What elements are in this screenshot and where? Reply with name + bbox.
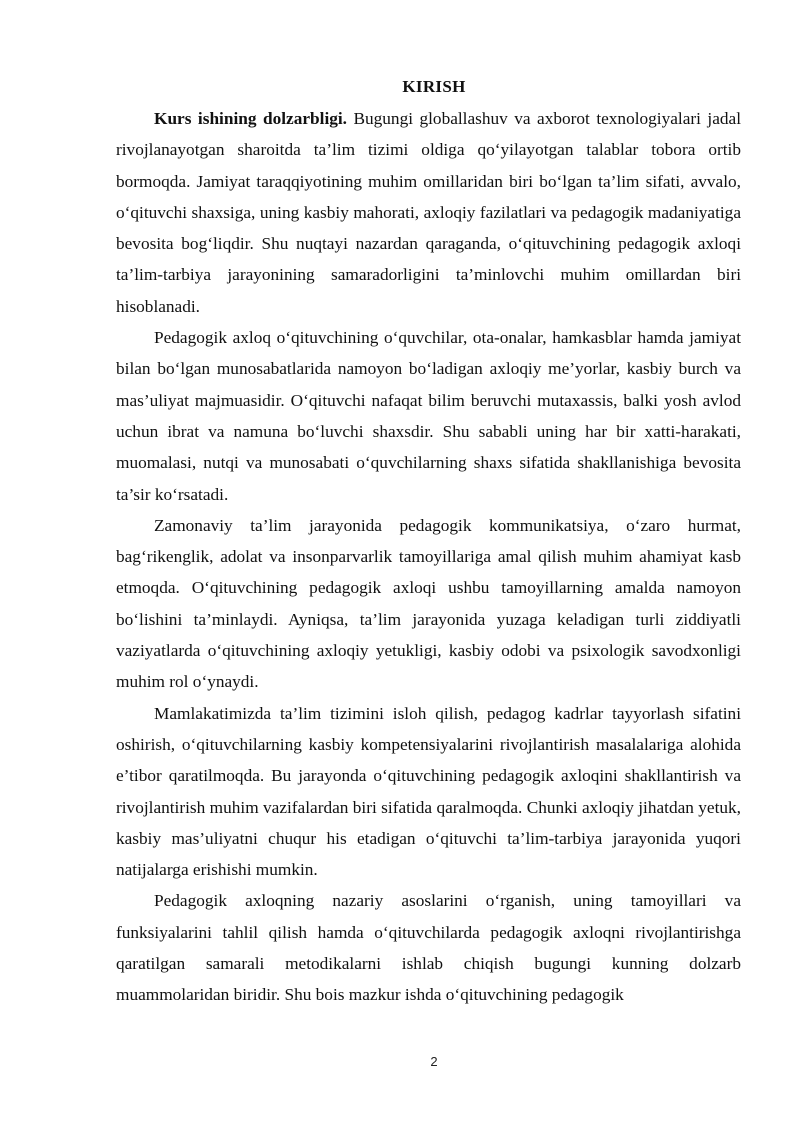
paragraph-1-text: Bugungi globallashuv va axborot texnologiyalari jadal rivojlanayotgan sharoitda ta’lim tizimi oldiga qo‘yilayotgan talablar tobora ortib bormoqda. Jamiyat taraqqiyotining muhim omillaridan biri bo‘lgan ta’lim sifati, avvalo, o‘qituvchi shaxsiga, uning kasbiy mahorati, axloqiy fazilatlari va pedagogik madaniyatiga bevosita bog‘liqdir. Shu nuqtayi nazardan qaraganda, o‘qituvchining pedagogik axloqi ta’lim-tarbiya jarayonining samaradorligini ta’minlovchi muhim omillardan biri hisoblanadi. xyxy=(116,109,741,316)
document-body xyxy=(116,103,741,1011)
paragraph-3: Zamonaviy ta’lim jarayonida pedagogik kommunikatsiya, o‘zaro hurmat, bag‘rikenglik, adolat va insonparvarlik tamoyillariga amal qilish muhim ahamiyat kasb etmoqda. O‘qituvchining pedagogik axloqi ushbu tamoyillarning amalda namoyon bo‘lishini ta’minlaydi. Ayniqsa, ta’lim jarayonida yuzaga keladigan turli ziddiyatli vaziyatlarda o‘qituvchining axloqiy yetukligi, kasbiy odobi va psixologik savodxonligi muhim rol o‘ynaydi. xyxy=(116,515,741,692)
paragraph-5: Pedagogik axloqning nazariy asoslarini o‘rganish, uning tamoyillari va funksiyalarini tahlil qilish hamda o‘qituvchilarda pedagogik axloqni rivojlantirishga qaratilgan samarali metodikalarni ishlab chiqish bugungi kunning dolzarb muammolaridan biridir. Shu bois mazkur ishda o‘qituvchining pedagogik xyxy=(116,891,741,1005)
paragraph-1 xyxy=(116,103,741,322)
page-title: KIRISH xyxy=(402,77,466,96)
paragraph-2: Pedagogik axloq o‘qituvchining o‘quvchilar, ota-onalar, hamkasblar hamda jamiyat bilan bo‘lgan munosabatlarida namoyon bo‘ladigan axloqiy me’yorlar, kasbiy burch va mas’uliyat majmuasidir. O‘qituvchi nafaqat bilim beruvchi mutaxassis, balki yosh avlod uchun ibrat va namuna bo‘luvchi shaxsdir. Shu sababli uning har bir xatti-harakati, muomalasi, nutqi va munosabati o‘quvchilarning shaxs sifatida shakllanishiga bevosita ta’sir ko‘rsatadi. xyxy=(116,328,741,504)
paragraph-lead: Kurs ishining dolzarbligi. xyxy=(154,109,348,128)
page-number: 2 xyxy=(430,1054,438,1069)
paragraph-4: Mamlakatimizda ta’lim tizimini isloh qilish, pedagog kadrlar tayyorlash sifatini oshirish, o‘qituvchilarning kasbiy kompetensiyalarini rivojlantirish masalalariga alohida e’tibor qaratilmoqda. Bu jarayonda o‘qituvchining pedagogik axloqini shakllantirish va rivojlantirish muhim vazifalardan biri sifatida qaralmoqda. Chunki axloqiy jihatdan yetuk, kasbiy mas’uliyatni chuqur his etadigan o‘qituvchi ta’lim-tarbiya jarayonida yuqori natijalarga erishishi mumkin. xyxy=(116,703,741,880)
